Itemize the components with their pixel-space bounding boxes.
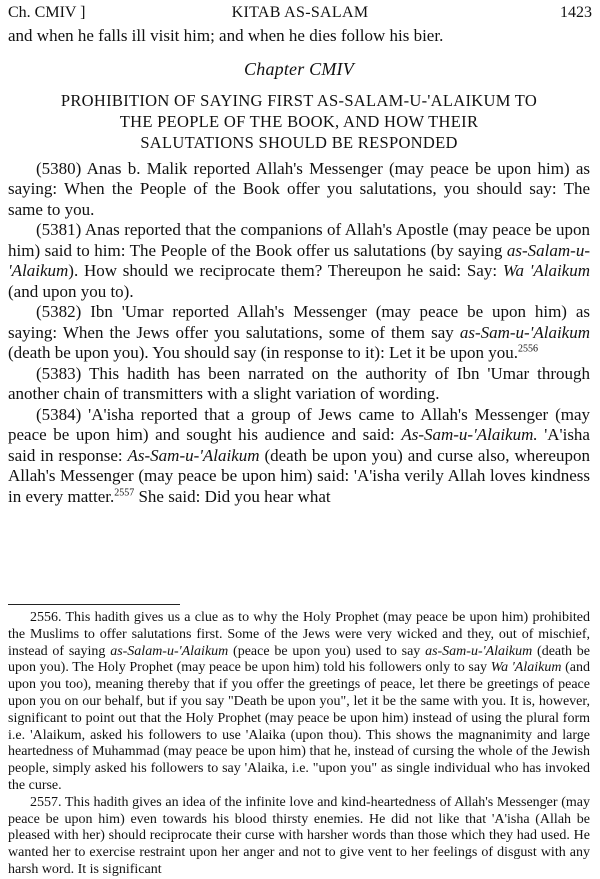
hadith-5382 — [8, 302, 590, 364]
chapter-title-line-1: PROHIBITION OF SAYING FIRST AS-SALAM-U-'ALAIKUM TO — [60, 90, 538, 110]
book-title: KITAB AS-SALAM — [231, 4, 369, 21]
chapter-reference: Ch. CMIV ] — [8, 4, 86, 21]
footnote-2557: 2557. This hadith gives an idea of the infinite love and kind-heartedness of Allah's Messenger (may peace be upon him) even towards his blood thirsty enemies. He did not like that 'A'isha (Allah be pleased with her) should reciprocate their curse with harsher words than those which they had used. He wanted her to exercise restraint upon her anger and not to give vent to her feelings of disgust with any harsh word. It is significant — [8, 794, 590, 877]
footnote-2556-text-c: (death be upon you). The Holy Prophet (may peace be upon him) told his followers only to say — [8, 643, 590, 676]
footnote-2556-text-a: 2556. This hadith gives us a clue as to why the Holy Prophet (may peace be upon him) prohibited the Muslims to offer salutations first. Some of the Jews were very wicked and they, out of mischief, instead of saying — [8, 610, 590, 659]
hadith-5384-text-a: (5384) 'A'isha reported that a group of Jews came to Allah's Messenger (may peace be upon him) and sought his audience and said: — [8, 404, 590, 444]
hadith-5384-italic-1: As-Sam-u-'Alaikum. — [401, 425, 538, 444]
hadith-5382-text-a: (5382) Ibn 'Umar reported Allah's Messenger (may peace be upon him) as saying: When the Jews offer you salutations, some of them say — [8, 302, 590, 342]
hadith-5384-italic-2: As-Sam-u-'Alaikum — [127, 445, 260, 465]
hadith-5384-text-d: She said: Did you hear what — [134, 486, 331, 506]
hadith-5380: (5380) Anas b. Malik reported Allah's Messenger (may peace be upon him) as saying: When the People of the Book offer you salutations, you should say: The same to you. — [8, 158, 590, 219]
hadith-5381-text-b: ). How should we reciprocate them? Thereupon he said: Say: — [68, 261, 503, 280]
chapter-heading: Chapter CMIV — [244, 58, 354, 79]
running-header — [8, 2, 592, 26]
hadith-5381-italic-1: as-Salam-u-'Alaikum — [8, 240, 590, 280]
continuation-text: and when he falls ill visit him; and when he dies follow his bier. — [8, 26, 444, 45]
hadith-5383: (5383) This hadith has been narrated on the authority of Ibn 'Umar through another chain of transmitters with a slight variation of wording. — [8, 363, 590, 403]
hadith-5381-text-c: (and upon you to). — [8, 281, 134, 301]
hadith-5381-italic-2: Wa 'Alaikum — [502, 261, 590, 280]
footnote-2556-italic-1: as-Salam-u-'Alaikum — [110, 643, 229, 659]
footnote-divider — [8, 604, 180, 605]
hadith-5382-text-b: (death be upon you). You should say (in response to it): Let it be upon you. — [8, 343, 518, 362]
footnote-2556 — [8, 610, 590, 795]
footnote-2556-text-d: (and upon you too), meaning thereby that if you offer the greetings of peace, let there be greetings of peace upon you on our behalf, but if you say "Death be upon you", let it be the same with you. It is, however, significant to point out that the Holy Prophet (may peace be upon him) instead of using the plural form i.e. 'Alaikum, asked his followers to use 'Alaika (upon thou). This shows the magnanimity and large heartedness of Muhammad (may peace be upon him) that he, instead of cursing the whole of the Jewish people, simply asked his followers to say 'Alaika, i.e. "upon you" as single individual who has invoked the curse. — [8, 660, 590, 793]
hadith-5381 — [8, 220, 590, 302]
hadith-5384 — [8, 405, 590, 508]
chapter-title-line-2: THE PEOPLE OF THE BOOK, AND HOW THEIR — [119, 111, 479, 131]
hadith-5382-italic-1: as-Sam-u-'Alaikum — [459, 322, 590, 342]
hadith-5381-text-a: (5381) Anas reported that the companions of Allah's Apostle (may peace be upon him) said to him: The People of the Book offer us salutations (by saying — [8, 220, 590, 260]
footnote-2556-italic-3: Wa 'Alaikum — [490, 660, 562, 676]
hadith-5384-text-b: 'A'isha said in response: — [8, 425, 590, 465]
chapter-title-line-3: SALUTATIONS SHOULD BE RESPONDED — [140, 132, 458, 152]
page-number: 1423 — [560, 4, 592, 21]
footnote-2556-text-b: (peace be upon you) used to say — [228, 643, 426, 659]
footnotes — [8, 610, 590, 879]
main-text — [8, 26, 590, 507]
footnote-ref-2557[interactable]: 2557 — [114, 486, 135, 498]
chapter-title — [39, 90, 559, 153]
footnote-2556-italic-2: as-Sam-u-'Alaikum — [425, 643, 533, 659]
footnote-ref-2556[interactable]: 2556 — [517, 343, 538, 355]
hadith-5384-text-c: (death be upon you) and curse also, whereupon Allah's Messenger (may peace be upon him) said: 'A'isha verily Allah loves kindness in every matter. — [8, 445, 590, 506]
